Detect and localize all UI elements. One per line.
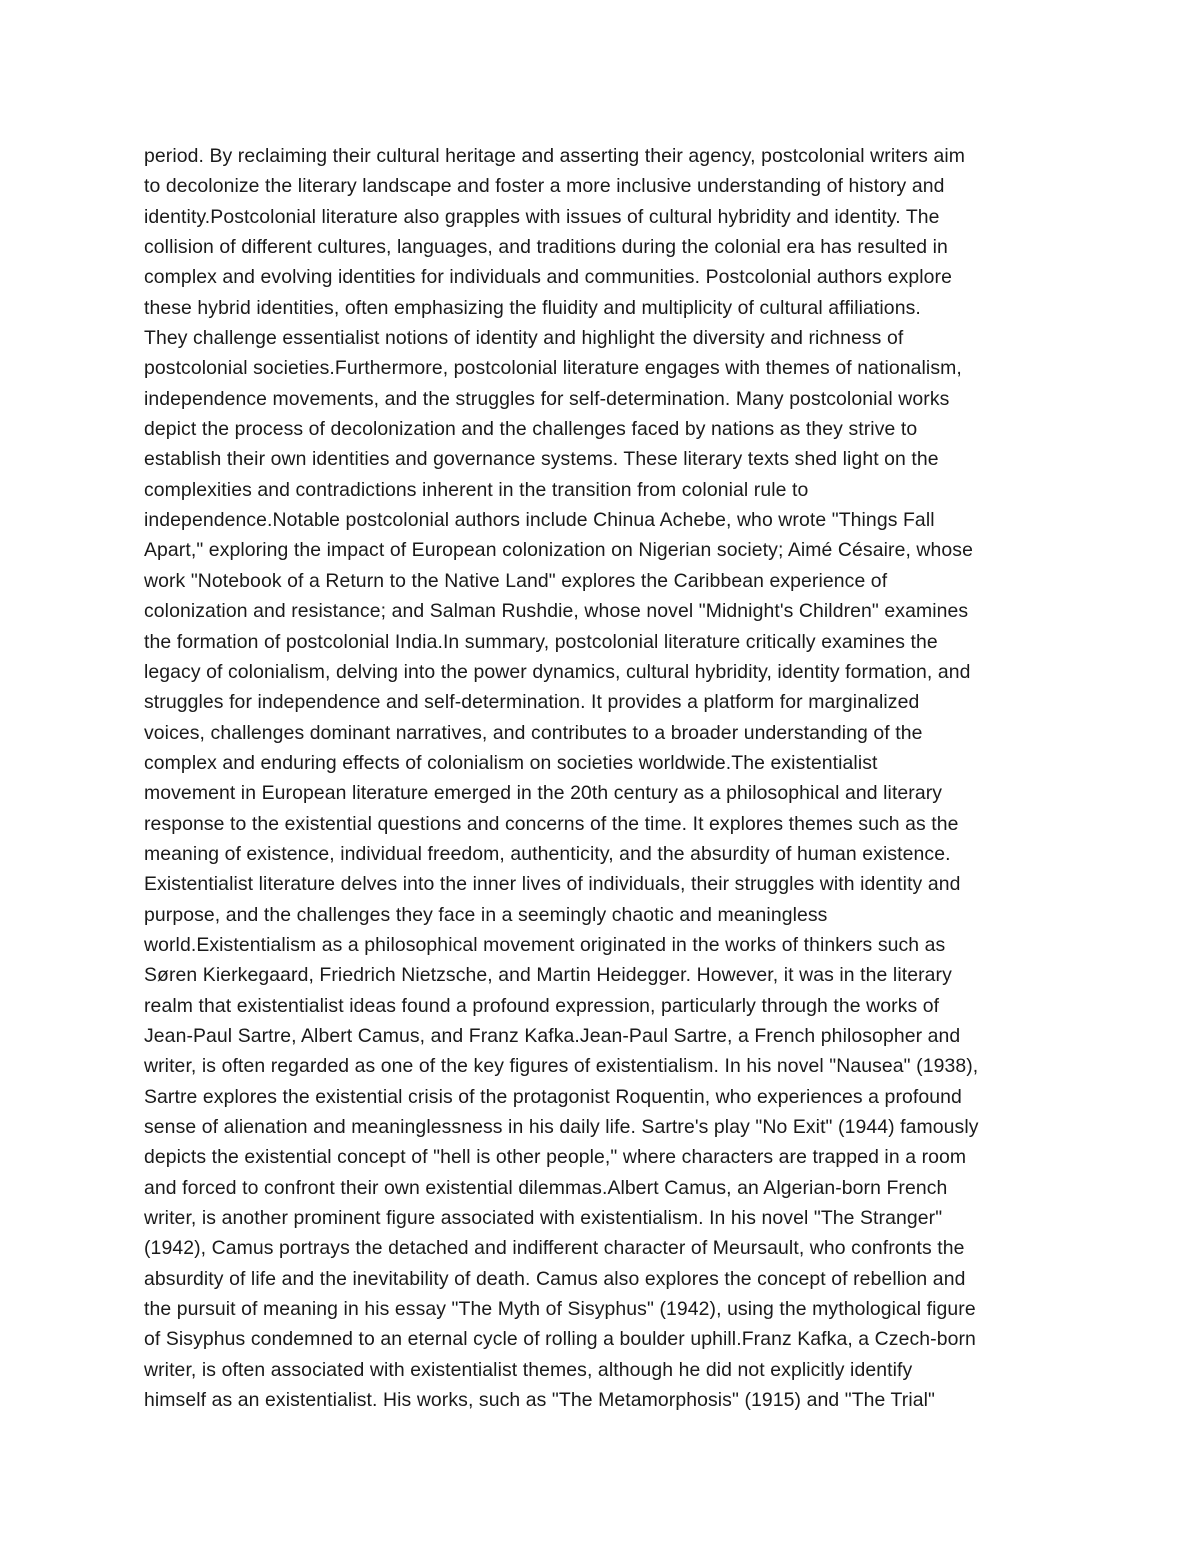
text-line: himself as an existentialist. His works, such as "The Metamorphosis" (1915) and "The Trial" — [144, 1389, 936, 1412]
text-line: absurdity of life and the inevitability of death. Camus also explores the concept of rebellion and — [144, 1267, 966, 1290]
text-line: of Sisyphus condemned to an eternal cycle of rolling a boulder uphill.Franz Kafka, a Czech-born — [144, 1328, 976, 1351]
text-line: complexities and contradictions inherent in the transition from colonial rule to — [144, 478, 809, 501]
text-line: period. By reclaiming their cultural heritage and asserting their agency, postcolonial writers aim — [144, 145, 966, 167]
text-line: and forced to confront their own existential dilemmas.Albert Camus, an Algerian-born French — [144, 1176, 948, 1199]
text-line: meaning of existence, individual freedom, authenticity, and the absurdity of human existence. — [144, 842, 951, 865]
text-line: Søren Kierkegaard, Friedrich Nietzsche, and Martin Heidegger. However, it was in the literary — [144, 964, 952, 987]
text-line: depict the process of decolonization and the challenges faced by nations as they strive to — [144, 418, 918, 441]
text-line: collision of different cultures, languages, and traditions during the colonial era has resulted in — [144, 236, 948, 259]
text-line: independence movements, and the struggles for self-determination. Many postcolonial works — [144, 387, 950, 410]
text-line: writer, is another prominent figure associated with existentialism. In his novel "The Stranger" — [144, 1207, 943, 1230]
text-line: independence.Notable postcolonial authors include Chinua Achebe, who wrote "Things Fall — [144, 509, 935, 532]
text-line: postcolonial societies.Furthermore, postcolonial literature engages with themes of nationalism, — [144, 357, 962, 380]
text-line: identity.Postcolonial literature also grapples with issues of cultural hybridity and identity. The — [144, 205, 940, 228]
text-line: sense of alienation and meaninglessness in his daily life. Sartre's play "No Exit" (1944) famously — [144, 1116, 979, 1138]
text-line: writer, is often associated with existentialist themes, although he did not explicitly identify — [144, 1358, 913, 1381]
text-line: complex and enduring effects of colonialism on societies worldwide.The existentialist — [144, 751, 878, 774]
text-line: struggles for independence and self-determination. It provides a platform for marginalized — [144, 691, 920, 714]
text-line: movement in European literature emerged in the 20th century as a philosophical and literary — [144, 782, 943, 805]
body-text — [144, 141, 1074, 1415]
text-line: voices, challenges dominant narratives, and contributes to a broader understanding of the — [144, 721, 923, 744]
text-line: legacy of colonialism, delving into the power dynamics, cultural hybridity, identity formation, and — [144, 660, 971, 683]
text-line: work "Notebook of a Return to the Native Land" explores the Caribbean experience of — [144, 569, 888, 592]
text-line: the formation of postcolonial India.In summary, postcolonial literature critically examines the — [144, 630, 938, 653]
text-line: complex and evolving identities for individuals and communities. Postcolonial authors explore — [144, 266, 952, 289]
text-line: colonization and resistance; and Salman Rushdie, whose novel "Midnight's Children" examines — [144, 600, 969, 623]
text-line: the pursuit of meaning in his essay "The Myth of Sisyphus" (1942), using the mythological figure — [144, 1298, 976, 1321]
text-line: realm that existentialist ideas found a profound expression, particularly through the works of — [144, 994, 940, 1017]
text-line: Existentialist literature delves into the inner lives of individuals, their struggles with identity and — [144, 873, 961, 896]
text-line: Sartre explores the existential crisis of the protagonist Roquentin, who experiences a profound — [144, 1085, 962, 1108]
text-line: establish their own identities and governance systems. These literary texts shed light on the — [144, 448, 939, 471]
text-line: Apart," exploring the impact of European colonization on Nigerian society; Aimé Césaire, whose — [144, 539, 973, 562]
text-line: these hybrid identities, often emphasizing the fluidity and multiplicity of cultural affiliations. — [144, 296, 921, 319]
text-line: world.Existentialism as a philosophical movement originated in the works of thinkers such as — [144, 933, 946, 956]
text-line: depicts the existential concept of "hell is other people," where characters are trapped in a room — [144, 1146, 967, 1169]
text-line: (1942), Camus portrays the detached and indifferent character of Meursault, who confronts the — [144, 1237, 965, 1260]
text-line: response to the existential questions and concerns of the time. It explores themes such as the — [144, 812, 959, 835]
text-line: purpose, and the challenges they face in a seemingly chaotic and meaningless — [144, 903, 828, 926]
text-line: Jean-Paul Sartre, Albert Camus, and Franz Kafka.Jean-Paul Sartre, a French philosopher and — [144, 1024, 961, 1047]
text-line: writer, is often regarded as one of the key figures of existentialism. In his novel "Nausea" (1938), — [144, 1055, 979, 1078]
text-line: to decolonize the literary landscape and foster a more inclusive understanding of history and — [144, 175, 945, 198]
text-line: They challenge essentialist notions of identity and highlight the diversity and richness of — [144, 327, 904, 350]
